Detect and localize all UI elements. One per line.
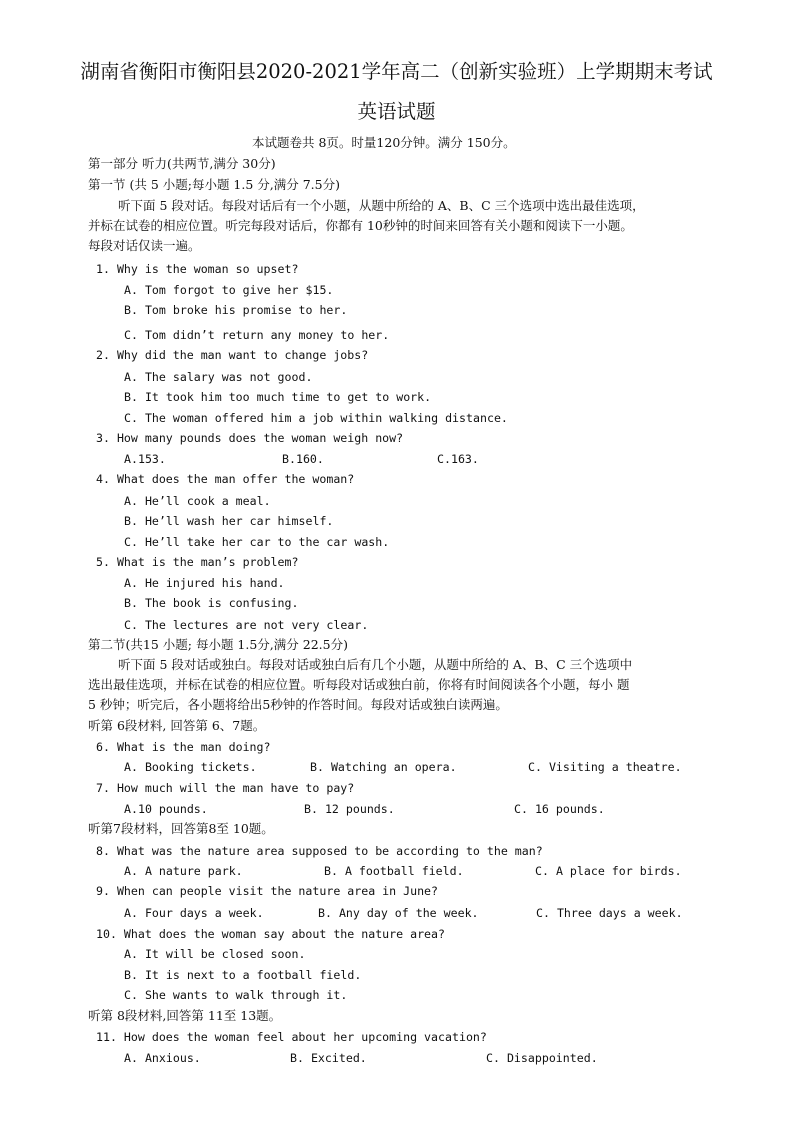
section1-instruction-line: 并标在试卷的相应位置。听完每段对话后，你都有 10秒钟的时间来回答有关小题和阅读下一小题。 bbox=[88, 218, 633, 233]
option-2b: B. It took him too much time to get to work. bbox=[124, 390, 432, 404]
option-6b: B. Watching an opera. bbox=[310, 760, 457, 774]
section2-heading: 第二节(共15 小题; 每小题 1.5分,满分 22.5分) bbox=[88, 637, 348, 652]
section2-instruction-line: 听下面 5 段对话或独白。每段对话或独白后有几个小题，从题中所给的 A、B、C 三个选项中 bbox=[118, 657, 633, 672]
exam-info: 本试题卷共 8页。时量120分钟。满分 150分。 bbox=[252, 135, 516, 150]
option-3c: C.163. bbox=[437, 452, 479, 466]
option-1a: A. Tom forgot to give her $15. bbox=[124, 283, 334, 297]
section1-heading: 第一节 (共 5 小题;每小题 1.5 分,满分 7.5分) bbox=[88, 177, 340, 192]
section2-instruction-line: 选出最佳选项，并标在试卷的相应位置。听每段对话或独白前，你将有时间阅读各个小题，每小 题 bbox=[88, 677, 630, 692]
option-2a: A. The salary was not good. bbox=[124, 370, 313, 384]
section2-instruction-line: 5 秒钟；听完后，各小题将给出5秒钟的作答时间。每段对话或独白读两遍。 bbox=[88, 697, 508, 712]
option-10c: C. She wants to walk through it. bbox=[124, 988, 348, 1002]
option-9c: C. Three days a week. bbox=[536, 906, 683, 920]
exam-subtitle: 英语试题 bbox=[357, 100, 436, 123]
question-10: 10. What does the woman say about the nature area? bbox=[96, 927, 446, 941]
material-7-note: 听第7段材料，回答第8至 10题。 bbox=[88, 821, 274, 836]
option-5c: C. The lectures are not very clear. bbox=[124, 618, 369, 632]
option-5b: B. The book is confusing. bbox=[124, 596, 299, 610]
option-9b: B. Any day of the week. bbox=[318, 906, 479, 920]
option-3a: A.153. bbox=[124, 452, 166, 466]
option-8b: B. A football field. bbox=[324, 864, 464, 878]
option-3b: B.160. bbox=[282, 452, 324, 466]
material-6-note: 听第 6段材料, 回答第 6、7题。 bbox=[88, 718, 266, 733]
option-6c: C. Visiting a theatre. bbox=[528, 760, 682, 774]
material-8-note: 听第 8段材料,回答第 11至 13题。 bbox=[88, 1008, 282, 1023]
section1-instruction-line: 听下面 5 段对话。每段对话后有一个小题，从题中所给的 A、B、C 三个选项中选出最佳选项， bbox=[118, 198, 645, 213]
option-1b: B. Tom broke his promise to her. bbox=[124, 303, 348, 317]
option-10b: B. It is next to a football field. bbox=[124, 968, 362, 982]
option-11a: A. Anxious. bbox=[124, 1051, 201, 1065]
option-2c: C. The woman offered him a job within walking distance. bbox=[124, 411, 508, 425]
question-4: 4. What does the man offer the woman? bbox=[96, 472, 355, 486]
question-8: 8. What was the nature area supposed to be according to the man? bbox=[96, 844, 543, 858]
question-6: 6. What is the man doing? bbox=[96, 740, 271, 754]
question-9: 9. When can people visit the nature area in June? bbox=[96, 884, 439, 898]
question-11: 11. How does the woman feel about her upcoming vacation? bbox=[96, 1030, 487, 1044]
option-1c: C. Tom didn’t return any money to her. bbox=[124, 328, 390, 342]
question-5: 5. What is the man’s problem? bbox=[96, 555, 299, 569]
question-3: 3. How many pounds does the woman weigh now? bbox=[96, 431, 404, 445]
option-7c: C. 16 pounds. bbox=[514, 802, 605, 816]
option-10a: A. It will be closed soon. bbox=[124, 947, 306, 961]
question-2: 2. Why did the man want to change jobs? bbox=[96, 348, 369, 362]
option-11c: C. Disappointed. bbox=[486, 1051, 598, 1065]
option-9a: A. Four days a week. bbox=[124, 906, 264, 920]
option-4a: A. He’ll cook a meal. bbox=[124, 494, 271, 508]
option-7b: B. 12 pounds. bbox=[304, 802, 395, 816]
option-11b: B. Excited. bbox=[290, 1051, 367, 1065]
exam-title: 湖南省衡阳市衡阳县2020-2021学年高二（创新实验班）上学期期末考试 bbox=[80, 60, 713, 83]
option-7a: A.10 pounds. bbox=[124, 802, 208, 816]
option-8c: C. A place for birds. bbox=[535, 864, 682, 878]
option-5a: A. He injured his hand. bbox=[124, 576, 285, 590]
question-1: 1. Why is the woman so upset? bbox=[96, 262, 299, 276]
question-7: 7. How much will the man have to pay? bbox=[96, 781, 355, 795]
option-4c: C. He’ll take her car to the car wash. bbox=[124, 535, 390, 549]
option-4b: B. He’ll wash her car himself. bbox=[124, 514, 334, 528]
part1-heading: 第一部分 听力(共两节,满分 30分) bbox=[88, 156, 276, 171]
option-8a: A. A nature park. bbox=[124, 864, 243, 878]
option-6a: A. Booking tickets. bbox=[124, 760, 257, 774]
section1-instruction-line: 每段对话仅读一遍。 bbox=[88, 238, 201, 253]
